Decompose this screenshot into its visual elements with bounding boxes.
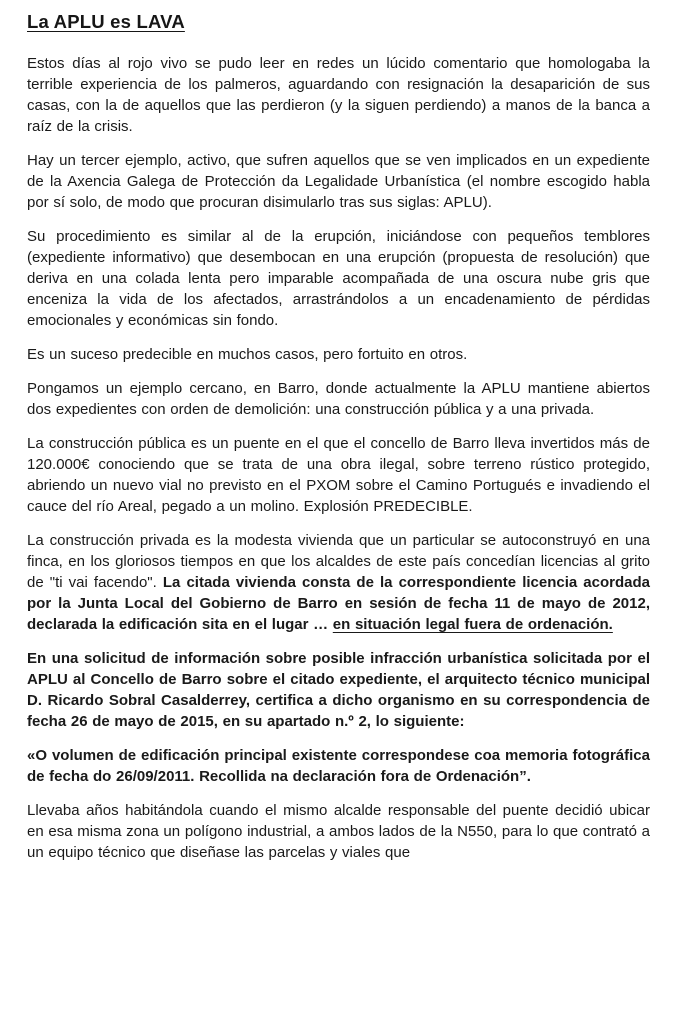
paragraph-6 [27,433,650,517]
paragraph-9-text: «O volumen de edificación principal existente correspondese coa memoria fotográfica de fecha do 26/09/2011. Recollida na declaración fora de Ordenación”. [27,747,650,785]
paragraph-1-text: Estos días al rojo vivo se pudo leer en redes un lúcido comentario que homologaba la terrible experiencia de los palmeros, aguardando con resignación la desaparición de sus casas, con la de aquellos que las perdieron (y la siguen perdiendo) a manos de la banca a raíz de la crisis. [27,55,650,135]
paragraph-7-text-bold: La citada vivienda consta de la correspondiente licencia acordada por la Junta Local del Gobierno de Barro en sesión de fecha 11 de mayo de 2012, declarada la edificación sita en el lugar … [27,574,650,633]
paragraph-2-text: Hay un tercer ejemplo, activo, que sufren aquellos que se ven implicados en un expediente de la Axencia Galega de Protección da Legalidade Urbanística (el nombre escogido habla por sí solo, de modo que procuran disimularlo tras sus siglas: APLU). [27,152,650,211]
paragraph-5-text: Pongamos un ejemplo cercano, en Barro, donde actualmente la APLU mantiene abiertos dos expedientes con orden de demolición: una construcción pública y a una privada. [27,380,650,418]
paragraph-8-text: En una solicitud de información sobre posible infracción urbanística solicitada por el APLU al Concello de Barro sobre el citado expediente, el arquitecto técnico municipal D. Ricardo Sobral Casalderrey, certifica a dicho organismo en su correspondencia de fecha 26 de mayo de 2015, en su apartado n.º 2, lo siguiente: [27,650,650,730]
paragraph-4 [27,344,650,365]
paragraph-10-text: Llevaba años habitándola cuando el mismo alcalde responsable del puente decidió ubicar en esa misma zona un polígono industrial, a ambos lados de la N550, para lo que contrató a un equipo técnico que diseñase las parcelas y viales que [27,802,650,861]
paragraph-6-text: La construcción pública es un puente en el que el concello de Barro lleva invertidos más de 120.000€ conociendo que se trata de una obra ilegal, sobre terreno rústico protegido, abriendo un nuevo vial no previsto en el PXOM sobre el Camino Portugués e invadiendo el cauce del río Areal, pegado a un molino. Explosión PREDECIBLE. [27,435,650,515]
paragraph-4-text: Es un suceso predecible en muchos casos, pero fortuito en otros. [27,346,468,363]
document-title: La APLU es LAVA [27,11,185,32]
paragraph-3 [27,226,650,331]
paragraph-5 [27,378,650,420]
paragraph-7 [27,530,650,635]
paragraph-8 [27,648,650,732]
paragraph-9 [27,745,650,787]
paragraph-7-text-bold-underline: en situación legal fuera de ordenación. [332,616,613,633]
paragraph-3-text: Su procedimiento es similar al de la erupción, iniciándose con pequeños temblores (expediente informativo) que desembocan en una erupción (propuesta de resolución) que deriva en una colada lenta pero imparable acompañada de una oscura nube gris que enceniza la vida de los afectados, arrastrándolos a un encadenamiento de pérdidas emocionales y económicas sin fondo. [27,228,650,329]
paragraph-2 [27,150,650,213]
paragraph-7-text-normal: La construcción privada es la modesta vivienda que un particular se autoconstruyó en una finca, en los gloriosos tiempos en que los alcaldes de este país concedían licencias al grito de "ti vai facendo". [27,532,650,591]
paragraph-10 [27,800,650,863]
paragraph-1 [27,53,650,137]
